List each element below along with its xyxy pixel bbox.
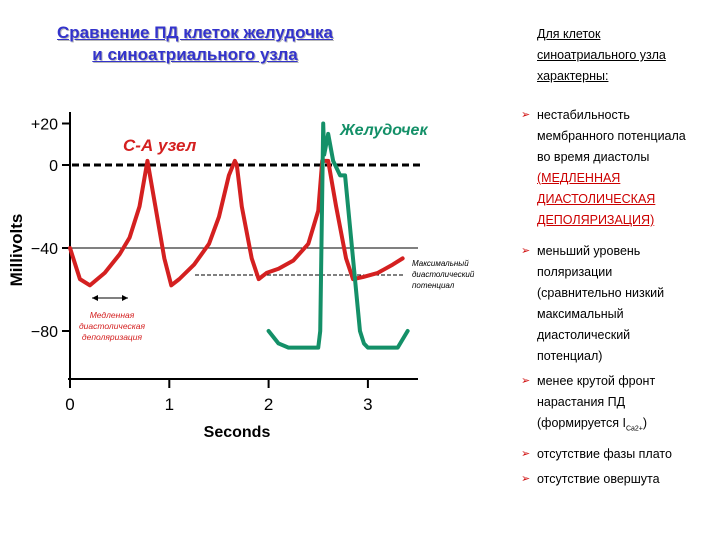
annotation-slow-depolarization: Медленная: [89, 310, 135, 320]
bullet-highlight-line: ДИАСТОЛИЧЕСКАЯ: [537, 192, 656, 206]
bullet-line: во время диастолы: [537, 150, 650, 164]
series-line: [269, 124, 408, 348]
bullet-list: [513, 105, 718, 490]
y-tick-label: −80: [30, 324, 58, 341]
slide-title-line2: и синоатриального узла: [92, 45, 298, 64]
side-panel: [513, 24, 718, 494]
bullet-line: поляризации: [537, 265, 613, 279]
bullet-line: максимальный: [537, 307, 624, 321]
arrow-bullet-icon: ➢: [521, 447, 531, 460]
arrow-bullet-icon: ➢: [521, 109, 531, 121]
arrow-head-icon: [122, 295, 128, 301]
series-label-sa-node: С-А узел: [123, 136, 197, 155]
bullet-line: (формируется $I_{Ca2+}$): [537, 416, 648, 433]
bullet-line: (сравнительно низкий: [537, 286, 665, 300]
x-tick-label: 3: [363, 395, 373, 414]
bullet-line: потенциал): [537, 349, 603, 363]
annotation-slow-depolarization: деполяризация: [81, 332, 143, 342]
chart-labels: [79, 122, 475, 342]
bullet-item: [513, 241, 718, 367]
side-heading-line: Для клеток: [537, 27, 601, 41]
side-heading-line: характерны:: [537, 69, 609, 83]
series-label-ventricle: Желудочек: [340, 122, 428, 139]
annotation-max-diastolic: диастолический: [412, 270, 475, 279]
slide-title-line1: Сравнение ПД клеток желудочка: [57, 23, 333, 42]
y-tick-label: −40: [30, 241, 58, 258]
arrow-head-icon: [92, 295, 98, 301]
annotation-max-diastolic: Максимальный: [412, 259, 469, 268]
x-tick-label: 0: [65, 395, 75, 414]
bullet-item: [513, 469, 718, 490]
annotation-max-diastolic: потенциал: [412, 281, 455, 290]
y-tick-label: 0: [49, 158, 58, 175]
bullet-line: нестабильность: [537, 108, 630, 122]
y-tick-label: +20: [30, 116, 58, 134]
bullet-line: диастолический: [537, 328, 631, 342]
arrow-bullet-icon: ➢: [521, 245, 531, 257]
bullet-item: [513, 371, 718, 440]
bullet-line: менее крутой фронт: [537, 374, 656, 388]
bullet-item: [513, 444, 718, 465]
x-tick-label: 1: [164, 395, 175, 414]
bullet-line: мембранного потенциала: [537, 129, 686, 143]
arrow-bullet-icon: ➢: [521, 472, 531, 485]
bullet-line: отсутствие фазы плато: [537, 446, 672, 461]
bullet-line: нарастания ПД: [537, 395, 626, 409]
x-tick-label: 2: [263, 395, 274, 414]
bullet-highlight-line: ДЕПОЛЯРИЗАЦИЯ): [537, 213, 655, 227]
side-heading: [513, 24, 718, 87]
bullet-highlight-line: (МЕДЛЕННАЯ: [537, 171, 621, 185]
side-heading-line: синоатриального узла: [537, 48, 666, 62]
annotation-slow-depolarization: диастолическая: [78, 321, 146, 331]
bullet-line: меньший уровень: [537, 244, 641, 258]
bullet-line: отсутствие овершута: [537, 471, 660, 486]
y-axis-label: Millivolts: [7, 213, 26, 287]
x-axis-label: Seconds: [203, 424, 271, 441]
bullet-item: [513, 105, 718, 231]
arrow-bullet-icon: ➢: [521, 375, 531, 387]
